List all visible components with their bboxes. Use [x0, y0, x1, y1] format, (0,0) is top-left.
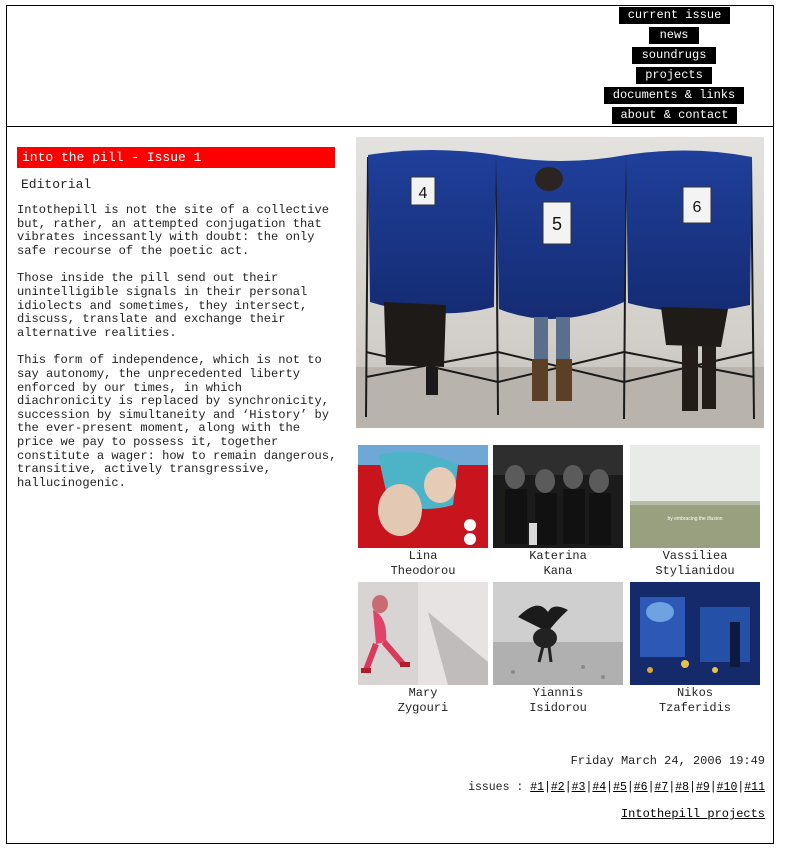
separator: | [647, 781, 655, 794]
issue-link[interactable]: #5 [613, 781, 627, 794]
artist-image[interactable] [493, 445, 623, 548]
editorial-paragraph: Intothepill is not the site of a collective but, rather, an attempted conjugation that vibrates incessantly with doubt: the only safe recourse of the poetic act. [17, 203, 330, 258]
datetime-stamp: Friday March 24, 2006 19:49 [570, 754, 765, 768]
booth-number: 6 [692, 199, 702, 216]
section-title: Editorial [21, 177, 92, 192]
issue-link[interactable]: #10 [716, 781, 738, 794]
issue-link[interactable]: #6 [633, 781, 648, 794]
nav-projects[interactable]: projects [636, 67, 712, 84]
artist-name[interactable]: Yiannis Isidorou [529, 686, 587, 715]
separator: | [606, 781, 614, 794]
nav-about-contact[interactable]: about & contact [612, 107, 737, 124]
artist-thumb-lina-theodorou[interactable] [358, 445, 488, 579]
issues-label: issues : [468, 781, 524, 794]
artist-image[interactable] [358, 445, 488, 548]
nav-current-issue[interactable]: current issue [619, 7, 730, 24]
artist-thumb-nikos-tzaferidis[interactable] [630, 582, 760, 716]
artist-image[interactable] [630, 445, 760, 548]
artist-name[interactable]: Katerina Kana [529, 549, 587, 578]
separator: | [668, 781, 676, 794]
artist-name[interactable]: Mary Zygouri [397, 686, 449, 715]
editorial-text [17, 204, 337, 504]
separator: | [689, 781, 696, 794]
issues-list [468, 781, 765, 795]
thumb-caption: by embracing the illusion [667, 516, 723, 522]
projects-link[interactable]: Intothepill projects [620, 807, 765, 821]
artist-thumb-katerina-kana[interactable] [493, 445, 623, 579]
separator: | [564, 781, 572, 794]
separator: | [544, 781, 551, 794]
issue-link[interactable]: #3 [571, 781, 586, 794]
artist-name[interactable]: Nikos Tzaferidis [658, 686, 731, 715]
editorial-paragraph: This form of independence, which is not to say autonomy, the unprecedented liberty enforced by our times, in which diachronicity is replaced by synchronicity, succession by simultaneity and ‘History’ by the ever-present moment, along with the price we pay to possess it, together constitute a wager: how to remain dangerous, transitive, actively transgressive, hallucinogenic. [17, 353, 337, 490]
artist-image[interactable] [493, 582, 623, 685]
issue-link[interactable]: #9 [695, 781, 710, 794]
booth-number: 5 [551, 214, 563, 234]
artist-thumb-mary-zygouri[interactable] [358, 582, 488, 716]
main-photo-voting-booths [356, 137, 764, 428]
nav-news[interactable]: news [649, 27, 699, 44]
separator: | [737, 781, 745, 794]
booth-number: 4 [418, 185, 428, 202]
artist-name[interactable]: Lina Theodorou [390, 549, 456, 578]
issue-link[interactable]: #11 [744, 781, 765, 794]
artist-thumb-vassiliea-stylianidou[interactable] [630, 445, 760, 579]
issue-link[interactable]: #7 [654, 781, 669, 794]
issue-link[interactable]: #8 [675, 781, 690, 794]
separator: | [585, 781, 593, 794]
nav-soundrugs[interactable]: soundrugs [632, 47, 716, 64]
artist-name[interactable]: Vassiliea Stylianidou [655, 549, 735, 578]
issue-link[interactable]: #1 [530, 781, 544, 794]
nav-documents-links[interactable]: documents & links [604, 87, 744, 104]
issue-title-bar: into the pill - Issue 1 [17, 147, 335, 168]
separator: | [626, 781, 634, 794]
issue-link[interactable]: #4 [592, 781, 607, 794]
editorial-paragraph: Those inside the pill send out their unintelligible signals in their personal idiolects and sometimes, they intersect, discuss, translate and exchange their alternative realities. [17, 271, 308, 340]
header-divider [6, 126, 774, 127]
issue-link[interactable]: #2 [550, 781, 565, 794]
artist-thumb-yiannis-isidorou[interactable] [493, 582, 623, 716]
separator: | [709, 781, 717, 794]
artist-image[interactable] [630, 582, 760, 685]
artist-image[interactable] [358, 582, 488, 685]
